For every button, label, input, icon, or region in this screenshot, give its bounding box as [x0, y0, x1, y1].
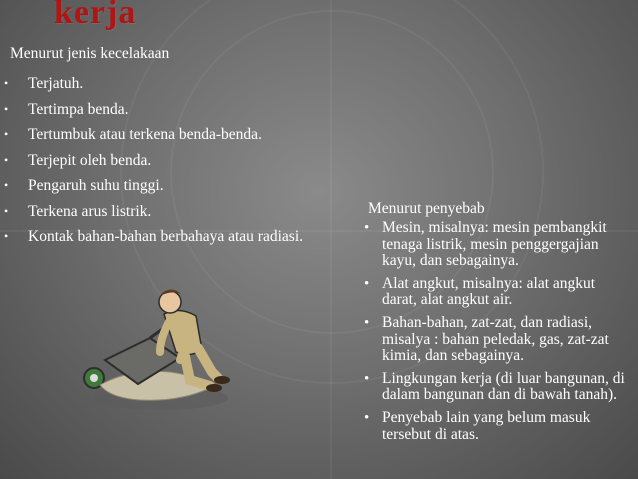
list-item: • Penyebab lain yang belum masuk tersebut di atas. — [362, 410, 630, 443]
background-line — [330, 0, 332, 479]
cause-list — [362, 220, 630, 449]
list-item: • Terkena arus listrik. — [4, 199, 303, 225]
worker-accident-illustration — [80, 280, 240, 420]
list-item: • Pengaruh suhu tinggi. — [4, 173, 303, 199]
accident-type-heading: Menurut jenis kecelakaan — [10, 45, 170, 62]
list-item: • Tertimpa benda. — [4, 97, 303, 123]
accident-type-list — [4, 71, 303, 250]
slide-title: kerja — [54, 0, 137, 31]
list-item: • Terjepit oleh benda. — [4, 148, 303, 174]
cause-heading: Menurut penyebab — [368, 200, 485, 217]
list-item: • Mesin, misalnya: mesin pembangkit tenaga listrik, mesin penggergajian kayu, dan sebagainya. — [362, 220, 630, 270]
list-item: • Kontak bahan-bahan berbahaya atau radiasi. — [4, 224, 303, 250]
list-item: • Bahan-bahan, zat-zat, dan radiasi, misalya : bahan peledak, gas, zat-zat kimia, dan sebagainya. — [362, 315, 630, 365]
list-item: • Terjatuh. — [4, 71, 303, 97]
list-item: • Alat angkut, misalnya: alat angkut darat, alat angkut air. — [362, 276, 630, 309]
list-item: • Lingkungan kerja (di luar bangunan, di dalam bangunan dan di bawah tanah). — [362, 371, 630, 404]
list-item: • Tertumbuk atau terkena benda-benda. — [4, 122, 303, 148]
